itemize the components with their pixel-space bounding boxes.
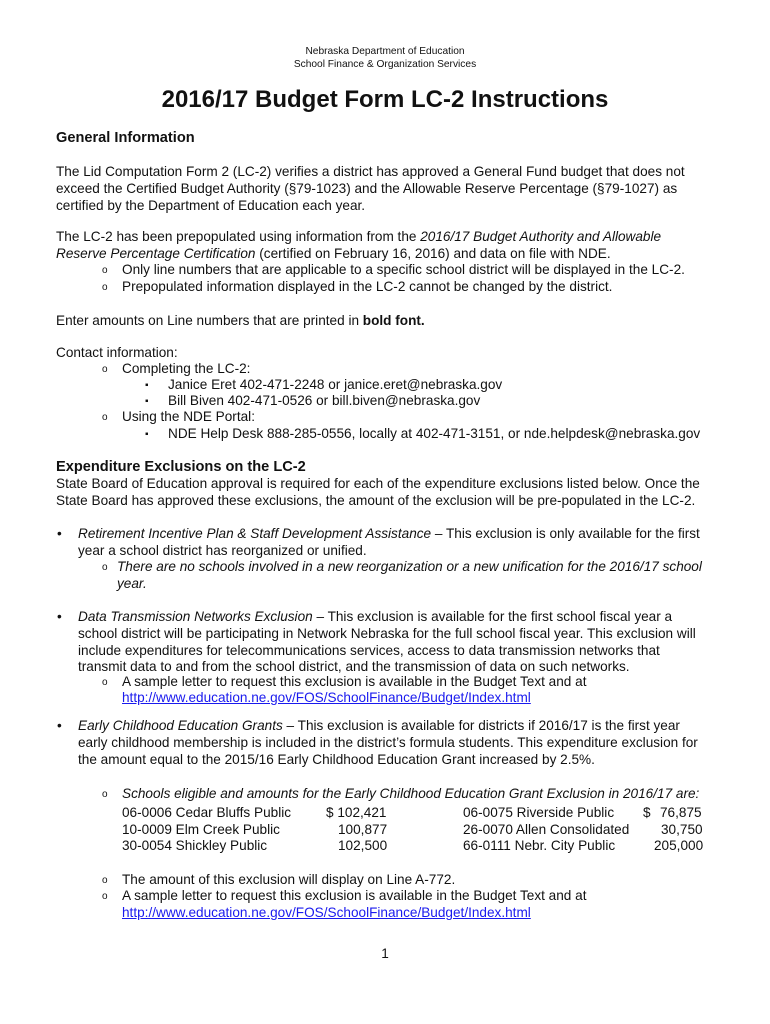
list-item: Only line numbers that are applicable to a specific school district will be displayed in the LC-2. [122, 262, 685, 277]
list-item: The amount of this exclusion will display on Line A-772. [122, 872, 456, 887]
general-paragraph-2: The LC-2 has been prepopulated using information from the 2016/17 Budget Authority and Allowable Reserve Percentage Certification (certified on February 16, 2016) and data on file with NDE. [56, 229, 662, 261]
table-cell-amount: 102,500 [338, 838, 388, 853]
circle-bullet-icon: o [102, 789, 108, 800]
list-item: Using the NDE Portal: [122, 409, 255, 424]
square-bullet-icon: ▪ [145, 380, 149, 391]
circle-bullet-icon: o [102, 677, 108, 688]
circle-bullet-icon: o [102, 875, 108, 886]
early-childhood-exclusion: Early Childhood Education Grants – This exclusion is available for districts if 2016/17 is the first year early childhood membership is included in the district’s formula students. This expenditure exclusion for the amount equal to the 2015/16 Early Childhood Education Grant increased by 2.5%. [78, 718, 698, 767]
list-item: Prepopulated information displayed in the LC-2 cannot be changed by the district. [122, 279, 613, 294]
circle-bullet-icon: o [102, 562, 108, 573]
general-paragraph-1: The Lid Computation Form 2 (LC-2) verifies a district has approved a General Fund budget that does not exceed the Certified Budget Authority (§79-1023) and the Allowable Reserve Percentage (§79-1027) as certified by the Department of Education each year. [56, 164, 685, 213]
circle-bullet-icon: o [102, 412, 108, 423]
table-row: 30-0054 Shickley Public [122, 838, 268, 853]
table-row: 66-0111 Nebr. City Public [463, 838, 616, 853]
table-cell-amount: 205,000 [654, 838, 704, 853]
eligible-schools-heading: Schools eligible and amounts for the Early Childhood Education Grant Exclusion in 2016/17 are: [122, 786, 700, 801]
table-cell-amount: 76,875 [660, 805, 702, 820]
circle-bullet-icon: o [102, 364, 108, 375]
contact-helpdesk: NDE Help Desk 888-285-0556, locally at 402-471-3151, or nde.helpdesk@nebraska.gov [168, 426, 701, 441]
bullet-icon: • [57, 526, 62, 541]
square-bullet-icon: ▪ [145, 396, 149, 407]
enter-amounts-note: Enter amounts on Line numbers that are printed in bold font. [56, 313, 425, 328]
data-transmission-exclusion: Data Transmission Networks Exclusion – This exclusion is available for the first school fiscal year a school district will be participating in Network Nebraska for the full school fiscal year. This exclusion will include expenditures for telecommunications services, access to data transmission networks that transmit data to and from the school district, and the transmission of data on such networks. [78, 609, 696, 675]
table-cell-amount: $ 102,421 [326, 805, 387, 820]
list-item: A sample letter to request this exclusion is available in the Budget Text and at [122, 674, 587, 689]
general-heading: General Information [56, 130, 195, 146]
retirement-note: There are no schools involved in a new reorganization or a new unification for the 2016/17 school year. [117, 559, 702, 591]
page-number: 1 [381, 946, 389, 961]
contact-label: Contact information: [56, 345, 178, 360]
contact-janice: Janice Eret 402-471-2248 or janice.eret@nebraska.gov [168, 377, 503, 392]
list-item: A sample letter to request this exclusion is available in the Budget Text and at [122, 888, 587, 903]
square-bullet-icon: ▪ [145, 429, 149, 440]
bullet-icon: • [57, 609, 62, 624]
contact-bill: Bill Biven 402-471-0526 or bill.biven@nebraska.gov [168, 393, 481, 408]
page-title: 2016/17 Budget Form LC-2 Instructions [161, 86, 609, 113]
table-cell-amount: 30,750 [661, 822, 703, 837]
circle-bullet-icon: o [102, 891, 108, 902]
circle-bullet-icon: o [102, 282, 108, 293]
org-name: Nebraska Department of Education [305, 46, 465, 57]
org-division: School Finance & Organization Services [293, 59, 477, 70]
retirement-exclusion: Retirement Incentive Plan & Staff Development Assistance – This exclusion is only available for the first year a school district has reorganized or unified. [78, 526, 700, 558]
table-cell-amount: 100,877 [338, 822, 388, 837]
circle-bullet-icon: o [102, 265, 108, 276]
table-row: 26-0070 Allen Consolidated [463, 822, 630, 837]
table-row: 10-0009 Elm Creek Public [122, 822, 280, 837]
budget-link[interactable]: http://www.education.ne.gov/FOS/SchoolFinance/Budget/Index.html [122, 690, 531, 705]
bullet-icon: • [57, 718, 62, 733]
exclusions-heading: Expenditure Exclusions on the LC-2 [56, 459, 306, 475]
table-row: 06-0006 Cedar Bluffs Public [122, 805, 292, 820]
currency-symbol: $ [643, 805, 651, 820]
list-item: Completing the LC-2: [122, 361, 251, 376]
budget-link[interactable]: http://www.education.ne.gov/FOS/SchoolFinance/Budget/Index.html [122, 905, 531, 920]
exclusions-intro: State Board of Education approval is required for each of the expenditure exclusions listed below. Once the State Board has approved these exclusions, the amount of the exclusion will be pre-populated in the LC-2. [56, 476, 700, 508]
table-row: 06-0075 Riverside Public [463, 805, 615, 820]
